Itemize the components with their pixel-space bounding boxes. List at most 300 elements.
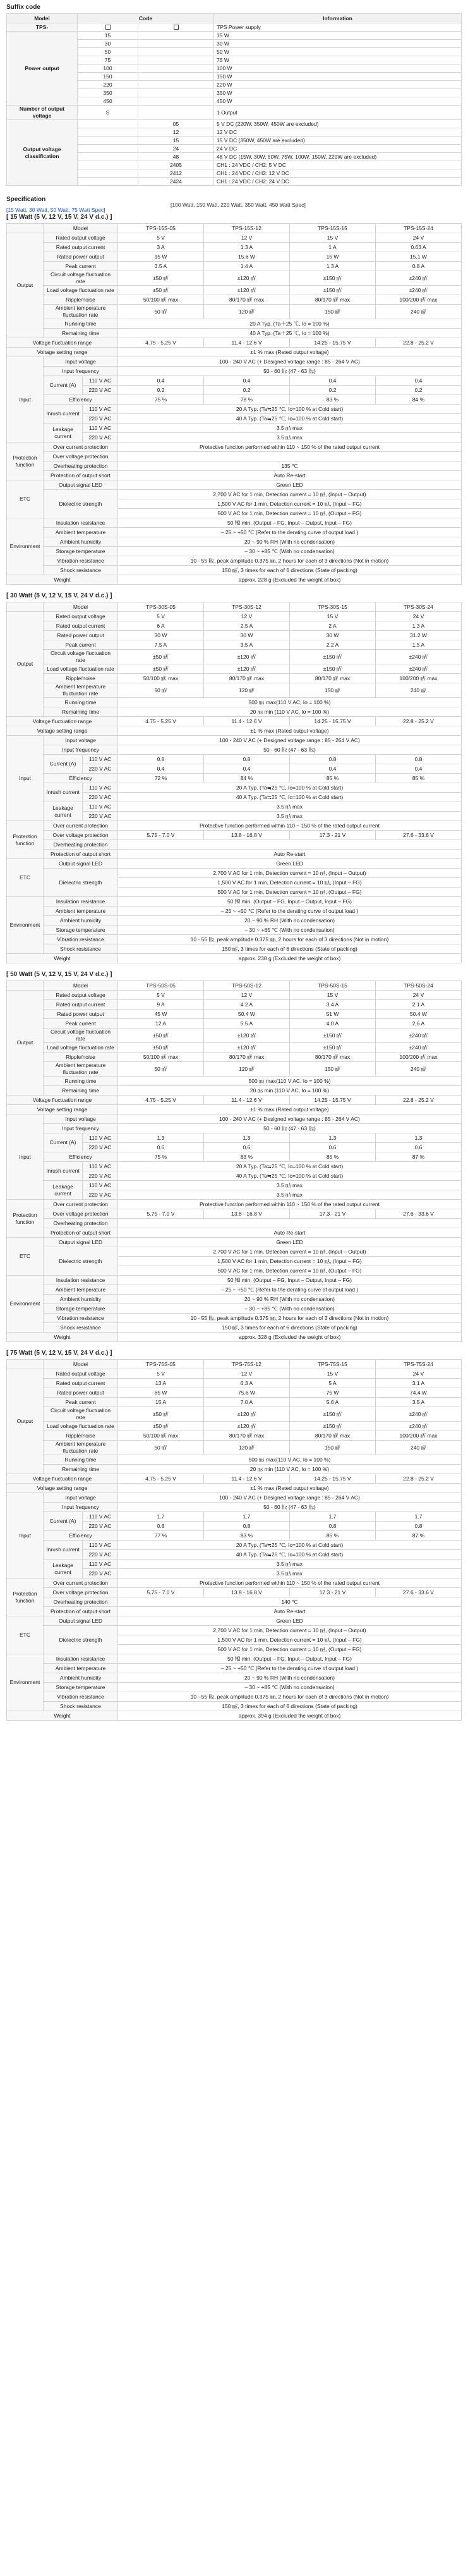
value-inrush-110: 20 A Typ. (Ta≒25 ℃, Io=100 % at Cold start): [118, 1162, 462, 1171]
value-cvf: ±50 ㎷: [118, 1407, 204, 1422]
value-shock: 150 ㎨, 3 times for each of 6 directions (State of packing): [118, 1323, 462, 1333]
suffix-group-label: TPS-: [7, 23, 78, 32]
value-current-220: 0.2: [290, 386, 376, 395]
value-vibration: 10 - 55 ㎐, peak amplitude 0.375 ㎜, 2 hours for each of 3 directions (Not in motion): [118, 556, 462, 566]
blank-cell: [7, 224, 44, 233]
sub-220v: 220 V AC: [83, 812, 118, 821]
value-cvf: ±120 ㎷: [204, 650, 290, 664]
value-atf: 120 ㎷: [204, 1441, 290, 1455]
suffix-code-b: [138, 81, 214, 89]
value-lvf: ±120 ㎷: [204, 1422, 290, 1431]
suffix-heading: Suffix code: [6, 4, 40, 11]
suffix-info: CH1 : 24 VDC / CH2: 5 V DC: [214, 161, 462, 169]
value-rated_current: 9 A: [118, 1000, 204, 1010]
model-label: Model: [44, 602, 118, 612]
value-peak_current: 7.0 A: [204, 1398, 290, 1407]
item-shock: Shock resistance: [44, 566, 118, 575]
suffix-code-b: [138, 64, 214, 73]
item-dielectric: Dielectric strength: [44, 490, 118, 518]
item-leakage: Leakage current: [44, 1560, 83, 1578]
item-overheat: Overheating protection: [44, 1597, 118, 1607]
item-over-voltage: Over voltage protection: [44, 1588, 118, 1597]
spec-row: [7, 243, 462, 252]
value-vset: ±1 % max (Rated output voltage): [118, 1105, 462, 1114]
spec-row: [7, 1295, 462, 1304]
value-cvf: ±50 ㎷: [118, 650, 204, 664]
spec-row: [7, 1673, 462, 1683]
value-over-voltage: [118, 452, 462, 461]
item-amb_temp: Ambient temperature: [44, 1664, 118, 1673]
model-name: TPS-75S-15: [290, 1360, 376, 1369]
item-insulation: Insulation resistance: [44, 1276, 118, 1285]
value-atf: 50 ㎷: [118, 1062, 204, 1077]
spec-row: [7, 575, 462, 585]
value-input-voltage: 100 - 240 V AC (+ Designed voltage range : 85 - 264 V AC): [118, 1493, 462, 1503]
value-current-220: 0.8: [376, 1522, 462, 1531]
item-output-short: Protection of output short: [44, 1607, 118, 1616]
item-vset: Voltage setting range: [7, 726, 118, 736]
item-input-freq: Input frequency: [44, 1124, 118, 1133]
item-storage_temp: Storage temperature: [44, 547, 118, 556]
value-current-220: 0.4: [204, 764, 290, 774]
value-efficiency: 77 %: [118, 1531, 204, 1541]
value-peak_current: 1.4 A: [204, 262, 290, 271]
value-peak_current: 1.3 A: [290, 262, 376, 271]
spec-row: [7, 631, 462, 640]
spec-row: [7, 1314, 462, 1323]
value-efficiency: 83 %: [290, 395, 376, 405]
item-weight: Weight: [7, 954, 118, 963]
model-name: TPS-75S-05: [118, 1360, 204, 1369]
value-dielectric: 1,500 V AC for 1 min, Detection current = 10 ㎃, (Input – FG): [118, 1257, 462, 1266]
suffix-code-b: 15: [138, 137, 214, 145]
spec-row: [7, 1692, 462, 1702]
value-rated_voltage: 12 V: [204, 233, 290, 243]
spec-row: [7, 906, 462, 916]
spec-row: [7, 1152, 462, 1162]
suffix-info: 1 Output: [214, 106, 462, 120]
value-current-220: 0.6: [290, 1143, 376, 1152]
suffix-code-b: 48: [138, 153, 214, 161]
spec-row: [7, 1531, 462, 1541]
value-shock: 150 ㎨, 3 times for each of 6 directions (State of packing): [118, 944, 462, 954]
spec-row: [7, 602, 462, 612]
value-ripple: 50/100 ㎷ max: [118, 1431, 204, 1441]
group-output: Output: [7, 1369, 44, 1474]
item-output-led: Output signal LED: [44, 480, 118, 490]
value-efficiency: 84 %: [204, 774, 290, 783]
suffix-code-a: [78, 161, 138, 169]
value-over-current: Protective function performed within 110 ~ 150 % of the rated output current: [118, 1200, 462, 1209]
value-cvf: ±50 ㎷: [118, 271, 204, 286]
value-over-voltage: 13.8 - 16.8 V: [204, 1588, 290, 1597]
value-cvf: ±150 ㎷: [290, 650, 376, 664]
value-atf: 240 ㎷: [376, 1441, 462, 1455]
suffix-group-label: Power output: [7, 32, 78, 106]
item-weight: Weight: [7, 1333, 118, 1342]
item-remaining_time: Remaining time: [44, 329, 118, 338]
value-ripple: 100/200 ㎷ max: [376, 1431, 462, 1441]
value-voltage-fluct: 4.75 - 5.25 V: [118, 1096, 204, 1105]
spec-row: [7, 821, 462, 831]
spec-row: [7, 1086, 462, 1096]
value-vibration: 10 - 55 ㎐, peak amplitude 0.375 ㎜, 2 hours for each of 3 directions (Not in motion): [118, 1314, 462, 1323]
value-atf: 50 ㎷: [118, 305, 204, 319]
value-rated_voltage: 12 V: [204, 991, 290, 1000]
spec-row: [7, 1607, 462, 1616]
value-insulation: 50 ㏁ min. (Output – FG, Input – Output, Input – FG): [118, 518, 462, 528]
value-input-voltage: 100 - 240 V AC (+ Designed voltage range : 85 - 264 V AC): [118, 1114, 462, 1124]
item-input-freq: Input frequency: [44, 367, 118, 376]
value-peak_current: 3.5 A: [118, 262, 204, 271]
value-ripple: 100/200 ㎷ max: [376, 1053, 462, 1062]
spec-row: [7, 1124, 462, 1133]
suffix-code-a: 220: [78, 81, 138, 89]
value-over-voltage: 5.75 - 7.0 V: [118, 1588, 204, 1597]
spec-block-title: [ 15 Watt (5 V, 12 V, 15 V, 24 V d.c.) ]: [6, 214, 112, 221]
spec-row: [7, 1010, 462, 1019]
value-over-voltage: 27.6 - 33.6 V: [376, 831, 462, 840]
value-voltage-fluct: 4.75 - 5.25 V: [118, 717, 204, 726]
model-name: TPS-50S-12: [204, 981, 290, 991]
value-dielectric: 500 V AC for 1 min, Detection current = 10 ㎃, (Output – FG): [118, 888, 462, 897]
spec-row: [7, 1181, 462, 1190]
value-output-short: Auto Re-start: [118, 1607, 462, 1616]
group-input: Input: [7, 1114, 44, 1200]
model-name: TPS-15S-12: [204, 224, 290, 233]
item-voltage-fluct: Voltage fluctuation range: [7, 1474, 118, 1484]
spec-row: [7, 1105, 462, 1114]
spec-row: [7, 1431, 462, 1441]
spec-row: [7, 537, 462, 547]
item-vibration: Vibration resistance: [44, 556, 118, 566]
suffix-code-b: [138, 23, 214, 32]
suffix-code-a: [78, 145, 138, 153]
value-storage_temp: – 30 ~ +85 ℃ (With no condensation): [118, 925, 462, 935]
value-remaining_time: 20 ㎳ min (110 V AC, Io = 100 %): [118, 1465, 462, 1474]
spec-row: [7, 850, 462, 859]
spec-row: [7, 664, 462, 674]
value-remaining_time: 20 ㎳ min (110 V AC, Io = 100 %): [118, 707, 462, 717]
item-input-voltage: Input voltage: [44, 357, 118, 367]
value-current-110: 0.4: [118, 376, 204, 386]
value-lvf: ±120 ㎷: [204, 286, 290, 295]
suffix-code-b: 05: [138, 120, 214, 128]
suffix-info: 75 W: [214, 56, 462, 64]
spec-row: [7, 1379, 462, 1388]
suffix-code-a: 75: [78, 56, 138, 64]
spec-row: [7, 621, 462, 631]
value-peak_current: 3.5 A: [376, 1398, 462, 1407]
item-peak_current: Peak current: [44, 1398, 118, 1407]
value-overheat: [118, 1219, 462, 1228]
group-input: Input: [7, 736, 44, 821]
item-atf: Ambient temperature fluctuation rate: [44, 683, 118, 698]
spec-block: [0, 210, 468, 585]
model-name: TPS-15S-15: [290, 224, 376, 233]
spec-row: [7, 224, 462, 233]
item-amb_temp: Ambient temperature: [44, 1285, 118, 1295]
item-input-voltage: Input voltage: [44, 736, 118, 745]
group-environment: Environment: [7, 1654, 44, 1711]
sub-220v: 220 V AC: [83, 433, 118, 443]
value-storage_temp: – 30 ~ +85 ℃ (With no condensation): [118, 1304, 462, 1314]
value-efficiency: 87 %: [376, 1152, 462, 1162]
spec-row: [7, 683, 462, 698]
spec-row: [7, 1616, 462, 1626]
spec-row: [7, 1000, 462, 1010]
item-over-current: Over current protection: [44, 821, 118, 831]
value-voltage-fluct: 14.25 - 15.75 V: [290, 1474, 376, 1484]
spec-row: [7, 1588, 462, 1597]
spec-row: [7, 490, 462, 499]
value-dielectric: 2,700 V AC for 1 min, Detection current = 10 ㎃, (Input – Output): [118, 1247, 462, 1257]
spec-link-15-75[interactable]: [15 Watt, 30 Watt, 50 Watt, 75 Watt Spec]: [6, 207, 105, 213]
value-input-freq: 50 - 60 ㎐ (47 - 63 ㎐): [118, 1503, 462, 1512]
value-running_time: 20 A Typ. (Ta＋25 ℃, Io = 100 %): [118, 319, 462, 329]
value-lvf: ±150 ㎷: [290, 664, 376, 674]
value-output-led: Green LED: [118, 1238, 462, 1247]
spec-row: [7, 1200, 462, 1209]
suffix-code-a: 50: [78, 48, 138, 56]
spec-row: [7, 745, 462, 755]
value-vibration: 10 - 55 ㎐, peak amplitude 0.375 ㎜, 2 hours for each of 3 directions (Not in motion): [118, 935, 462, 944]
spec-row: [7, 1702, 462, 1711]
value-efficiency: 75 %: [118, 395, 204, 405]
value-rated_power: 51 W: [290, 1010, 376, 1019]
spec-row: [7, 674, 462, 683]
sub-110v: 110 V AC: [83, 783, 118, 793]
suffix-header-information: Information: [214, 14, 462, 23]
value-output-led: Green LED: [118, 480, 462, 490]
item-remaining_time: Remaining time: [44, 1465, 118, 1474]
sub-220v: 220 V AC: [83, 1522, 118, 1531]
value-current-220: 0.4: [376, 764, 462, 774]
value-current-110: 0.4: [290, 376, 376, 386]
suffix-code-a: S: [78, 106, 138, 120]
spec-row: [7, 395, 462, 405]
group-etc: ETC: [7, 480, 44, 518]
sub-220v: 220 V AC: [83, 1550, 118, 1560]
value-rated_current: 4.2 A: [204, 1000, 290, 1010]
item-ripple: Ripple/noise: [44, 1053, 118, 1062]
value-leak-110: 3.5 ㎃ max: [118, 1181, 462, 1190]
checkbox-icon: [105, 25, 111, 30]
spec-row: [7, 991, 462, 1000]
group-etc: ETC: [7, 1238, 44, 1276]
item-shock: Shock resistance: [44, 1702, 118, 1711]
item-vibration: Vibration resistance: [44, 1692, 118, 1702]
spec-row: [7, 1096, 462, 1105]
sub-220v: 220 V AC: [83, 1143, 118, 1152]
value-overheat: [118, 840, 462, 850]
spec-row: [7, 1062, 462, 1077]
value-ripple: 80/170 ㎷ max: [290, 1053, 376, 1062]
spec-table: [6, 223, 462, 585]
value-weight: approx. 238 g (Excluded the weight of box): [118, 954, 462, 963]
value-cvf: ±240 ㎷: [376, 1029, 462, 1043]
item-over-current: Over current protection: [44, 1200, 118, 1209]
item-output-led: Output signal LED: [44, 859, 118, 869]
value-amb_humidity: 20 ~ 90 % RH (With no condensation): [118, 1295, 462, 1304]
item-cvf: Circuit voltage fluctuation rate: [44, 271, 118, 286]
item-shock: Shock resistance: [44, 944, 118, 954]
spec-row: [7, 954, 462, 963]
value-leak-220: 3.5 ㎃ max: [118, 433, 462, 443]
blank-cell: [7, 1360, 44, 1369]
suffix-info: 15 W: [214, 32, 462, 40]
item-current: Current (A): [44, 1512, 83, 1531]
spec-row: [7, 405, 462, 414]
model-name: TPS-30S-05: [118, 602, 204, 612]
spec-row: [7, 897, 462, 906]
group-etc: ETC: [7, 859, 44, 897]
spec-row: [7, 1133, 462, 1143]
value-cvf: ±150 ㎷: [290, 271, 376, 286]
value-lvf: ±50 ㎷: [118, 1043, 204, 1053]
value-rated_power: 31.2 W: [376, 631, 462, 640]
group-output: Output: [7, 612, 44, 717]
value-rated_voltage: 5 V: [118, 991, 204, 1000]
value-rated_power: 75 W: [290, 1388, 376, 1398]
item-input-freq: Input frequency: [44, 1503, 118, 1512]
value-atf: 240 ㎷: [376, 1062, 462, 1077]
sub-110v: 110 V AC: [83, 1162, 118, 1171]
suffix-code-b: [138, 97, 214, 106]
value-efficiency: 78 %: [204, 395, 290, 405]
value-cvf: ±120 ㎷: [204, 271, 290, 286]
model-name: TPS-30S-12: [204, 602, 290, 612]
value-current-110: 1.7: [376, 1512, 462, 1522]
spec-row: [7, 547, 462, 556]
spec-note-100-450[interactable]: [100 Watt, 150 Watt, 220 Watt, 350 Watt, 450 Watt Spec]: [171, 202, 306, 208]
spec-heading: Specification: [6, 196, 46, 203]
value-efficiency: 72 %: [118, 774, 204, 783]
value-weight: approx. 394 g (Excluded the weight of box): [118, 1711, 462, 1721]
spec-row: [7, 1323, 462, 1333]
suffix-info: 48 V DC (15W, 30W, 50W, 75W, 100W, 150W, 220W are excluded): [214, 153, 462, 161]
value-rated_power: 15.6 W: [204, 252, 290, 262]
suffix-info: 450 W: [214, 97, 462, 106]
item-amb_temp: Ambient temperature: [44, 906, 118, 916]
value-lvf: ±240 ㎷: [376, 664, 462, 674]
value-input-freq: 50 - 60 ㎐ (47 - 63 ㎐): [118, 745, 462, 755]
spec-block-title: [ 75 Watt (5 V, 12 V, 15 V, 24 V d.c.) ]: [6, 1350, 112, 1357]
item-inrush: Inrush current: [44, 405, 83, 424]
spec-row: [7, 840, 462, 850]
suffix-info: 5 V DC (220W, 350W, 450W are excluded): [214, 120, 462, 128]
value-rated_voltage: 12 V: [204, 1369, 290, 1379]
item-efficiency: Efficiency: [44, 774, 118, 783]
value-insulation: 50 ㏁ min. (Output – FG, Input – Output, Input – FG): [118, 897, 462, 906]
model-name: TPS-50S-24: [376, 981, 462, 991]
spec-row: [7, 1541, 462, 1550]
suffix-info: CH1 : 24 VDC / CH2: 24 V DC: [214, 178, 462, 186]
value-current-110: 1.3: [118, 1133, 204, 1143]
value-voltage-fluct: 11.4 - 12.6 V: [204, 1096, 290, 1105]
spec-row: [7, 233, 462, 243]
spec-row: [7, 1369, 462, 1379]
suffix-row: [7, 32, 462, 40]
value-voltage-fluct: 11.4 - 12.6 V: [204, 717, 290, 726]
value-over-voltage: 5.75 - 7.0 V: [118, 1209, 204, 1219]
spec-row: [7, 1493, 462, 1503]
item-efficiency: Efficiency: [44, 1531, 118, 1541]
value-ripple: 50/100 ㎷ max: [118, 1053, 204, 1062]
value-inrush-220: 40 A Typ. (Ta≒25 ℃, Io=100 % at Cold start): [118, 793, 462, 802]
value-dielectric: 1,500 V AC for 1 min, Detection current = 10 ㎃, (Input – FG): [118, 499, 462, 509]
spec-row: [7, 1597, 462, 1607]
value-current-110: 1.3: [204, 1133, 290, 1143]
value-vset: ±1 % max (Rated output voltage): [118, 1484, 462, 1493]
value-peak_current: 4.0 A: [290, 1019, 376, 1029]
spec-row: [7, 1683, 462, 1692]
spec-block: [0, 589, 468, 963]
value-current-220: 0.6: [204, 1143, 290, 1152]
value-vset: ±1 % max (Rated output voltage): [118, 726, 462, 736]
value-current-220: 0.8: [290, 1522, 376, 1531]
spec-row: [7, 1560, 462, 1569]
value-efficiency: 83 %: [204, 1531, 290, 1541]
value-efficiency: 85 %: [290, 1152, 376, 1162]
model-name: TPS-15S-24: [376, 224, 462, 233]
value-current-220: 0.2: [376, 386, 462, 395]
spec-row: [7, 869, 462, 878]
spec-row: [7, 612, 462, 621]
group-input: Input: [7, 1493, 44, 1578]
value-rated_current: 2.1 A: [376, 1000, 462, 1010]
value-voltage-fluct: 22.8 - 25.2 V: [376, 1096, 462, 1105]
item-rated_power: Rated power output: [44, 631, 118, 640]
value-lvf: ±150 ㎷: [290, 1422, 376, 1431]
value-peak_current: 15 A: [118, 1398, 204, 1407]
spec-row: [7, 252, 462, 262]
value-dielectric: 2,700 V AC for 1 min, Detection current = 10 ㎃, (Input – Output): [118, 869, 462, 878]
value-rated_current: 3.4 A: [290, 1000, 376, 1010]
value-efficiency: 83 %: [204, 1152, 290, 1162]
spec-row: [7, 1654, 462, 1664]
value-rated_current: 3 A: [118, 243, 204, 252]
value-leak-110: 3.5 ㎃ max: [118, 424, 462, 433]
value-current-220: 0.2: [118, 386, 204, 395]
value-amb_humidity: 20 ~ 90 % RH (With no condensation): [118, 916, 462, 925]
value-cvf: ±50 ㎷: [118, 1029, 204, 1043]
value-current-110: 1.7: [290, 1512, 376, 1522]
spec-row: [7, 1077, 462, 1086]
value-over-voltage: 27.6 - 33.6 V: [376, 1588, 462, 1597]
value-atf: 150 ㎷: [290, 1441, 376, 1455]
suffix-code-b: [138, 48, 214, 56]
value-rated_voltage: 15 V: [290, 1369, 376, 1379]
value-rated_voltage: 24 V: [376, 1369, 462, 1379]
spec-row: [7, 1441, 462, 1455]
value-insulation: 50 ㏁ min. (Output – FG, Input – Output, Input – FG): [118, 1654, 462, 1664]
item-rated_voltage: Rated output voltage: [44, 991, 118, 1000]
model-name: TPS-50S-15: [290, 981, 376, 991]
item-atf: Ambient temperature fluctuation rate: [44, 1062, 118, 1077]
suffix-info: 24 V DC: [214, 145, 462, 153]
item-lvf: Load voltage fluctuation rate: [44, 1422, 118, 1431]
value-current-110: 1.7: [118, 1512, 204, 1522]
suffix-info: 220 W: [214, 81, 462, 89]
spec-row: [7, 1360, 462, 1369]
spec-row: [7, 1043, 462, 1053]
value-remaining_time: 40 A Typ. (Ta＋25 ℃, Io = 100 %): [118, 329, 462, 338]
value-over-voltage: 13.8 - 16.8 V: [204, 1209, 290, 1219]
item-peak_current: Peak current: [44, 1019, 118, 1029]
item-weight: Weight: [7, 575, 118, 585]
value-current-110: 0.4: [204, 376, 290, 386]
